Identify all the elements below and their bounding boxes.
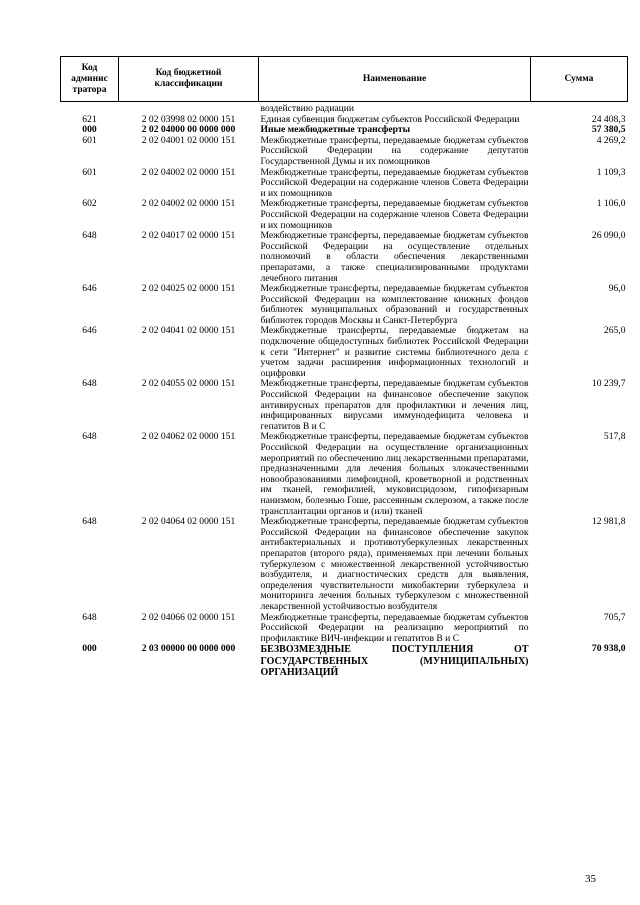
- row-budget-code: 2 02 04064 02 0000 151: [141, 516, 236, 528]
- table-row: [61, 432, 628, 517]
- row-sum: [531, 102, 628, 115]
- row-name: Межбюджетные трансферты, передаваемые бюджетам субъектов Российской Федерации на комплектование книжных фондов библиотек муниципальных образований и государственных библиотек городов Москвы и Санкт-Петербурга: [260, 283, 529, 326]
- row-budget-code: 2 02 04002 02 0000 151: [141, 198, 236, 210]
- row-admin-code: 646: [82, 325, 97, 337]
- row-name: Межбюджетные трансферты, передаваемые бюджетам субъектов Российской Федерации на реализацию мероприятий по профилактике ВИЧ-инфекции и гепатитов В и С: [260, 611, 529, 644]
- row-admin-code: 602: [82, 198, 97, 210]
- row-name: БЕЗВОЗМЕЗДНЫЕ ПОСТУПЛЕНИЯ ОТ ГОСУДАРСТВЕННЫХ (МУНИЦИПАЛЬНЫХ) ОРГАНИЗАЦИЙ: [260, 644, 529, 679]
- row-admin-code: 621: [82, 113, 97, 125]
- row-name: воздействию радиации: [260, 103, 355, 114]
- budget-table: [60, 56, 628, 679]
- table-row: [61, 102, 628, 115]
- row-sum: 12 981,8: [591, 516, 626, 528]
- row-sum: 4 269,2: [596, 134, 626, 146]
- row-sum: 96,0: [608, 283, 626, 295]
- table-row: [61, 136, 628, 168]
- row-admin-code: 000: [82, 124, 97, 136]
- row-budget-code: 2 02 03998 02 0000 151: [141, 113, 236, 125]
- document-page: [60, 56, 627, 679]
- row-admin-code: 601: [82, 134, 97, 146]
- row-admin-code: 648: [82, 378, 97, 390]
- row-sum: 57 380,5: [591, 124, 626, 136]
- header-budget-code: Код бюджетной классификации: [119, 57, 259, 102]
- table-row: [61, 613, 628, 645]
- row-budget-code: 2 02 04041 02 0000 151: [141, 325, 236, 337]
- row-budget-code: 2 02 04002 02 0000 151: [141, 166, 236, 178]
- row-name: Межбюджетные трансферты, передаваемые бюджетам субъектов Российской Федерации на осуществление отдельных полномочий в области обеспечения лекарственными препаратами, а также специализированными продуктами лечебного питания: [260, 230, 529, 284]
- table-row-group-total: [61, 644, 628, 679]
- row-name: Межбюджетные трансферты, передаваемые бюджетам субъектов Российской Федерации на содержание членов Совета Федерации и их помощников: [260, 166, 529, 199]
- row-sum: 1 106,0: [596, 198, 626, 210]
- row-budget-code: 2 02 04062 02 0000 151: [141, 431, 236, 443]
- row-admin-code: 601: [82, 166, 97, 178]
- row-name: Межбюджетные трансферты, передаваемые бюджетам на подключение общедоступных библиотек Российской Федерации к сети "Интернет" и развитие системы библиотечного дела с учетом задачи расширения информационных технологий и оцифровки: [260, 325, 529, 379]
- row-budget-code: [119, 102, 259, 115]
- row-admin-code: 648: [82, 431, 97, 443]
- row-sum: 705,7: [603, 611, 626, 623]
- row-sum: 517,8: [603, 431, 626, 443]
- row-name: Межбюджетные трансферты, передаваемые бюджетам субъектов Российской Федерации на финансовое обеспечение закупок антивирусных препаратов для профилактики и лечения лиц, инфицированных вирусами иммунодефицита человека и гепатитов В и С: [260, 378, 529, 432]
- row-admin-code: 648: [82, 516, 97, 528]
- row-budget-code: 2 03 00000 00 0000 000: [141, 643, 236, 655]
- row-name: Единая субвенция бюджетам субъектов Российской Федерации: [260, 113, 520, 125]
- row-admin-code: 648: [82, 611, 97, 623]
- table-header-row: [61, 57, 628, 102]
- page-number: 35: [585, 873, 596, 885]
- row-budget-code: 2 02 04000 00 0000 000: [141, 124, 236, 136]
- table-row: [61, 326, 628, 379]
- row-sum: 1 109,3: [596, 166, 626, 178]
- row-budget-code: 2 02 04017 02 0000 151: [141, 230, 236, 242]
- row-admin-code: 646: [82, 283, 97, 295]
- row-sum: 24 408,3: [591, 113, 626, 125]
- table-row: [61, 379, 628, 432]
- row-admin-code: [61, 102, 119, 115]
- row-name: Иные межбюджетные трансферты: [260, 124, 411, 136]
- row-admin-code: 000: [82, 643, 97, 655]
- row-budget-code: 2 02 04055 02 0000 151: [141, 378, 236, 390]
- row-sum: 26 090,0: [591, 230, 626, 242]
- row-name: Межбюджетные трансферты, передаваемые бюджетам субъектов Российской Федерации на финансовое обеспечение закупок антибактериальных и противотуберкулезных лекарственных препаратов (второго ряда), применяемых при лечении больных туберкулезом с множественной лекарственной устойчивостью возбудителя, и диагностических средств для выявления, определения чувствительности микобактерии туберкулеза и мониторинга лечения больных туберкулезом с множественной лекарственной устойчивостью возбудителя: [260, 516, 529, 612]
- row-name: Межбюджетные трансферты, передаваемые бюджетам субъектов Российской Федерации на содержание членов Совета Федерации и их помощников: [260, 198, 529, 231]
- table-row: [61, 168, 628, 200]
- row-sum: 10 239,7: [591, 378, 626, 390]
- row-budget-code: 2 02 04001 02 0000 151: [141, 134, 236, 146]
- row-sum: 265,0: [603, 325, 626, 337]
- table-row: [61, 231, 628, 284]
- header-sum: Сумма: [531, 57, 628, 102]
- header-name: Наименование: [259, 57, 531, 102]
- row-admin-code: 648: [82, 230, 97, 242]
- table-row: [61, 517, 628, 612]
- table-row: [61, 199, 628, 231]
- row-budget-code: 2 02 04025 02 0000 151: [141, 283, 236, 295]
- row-name: Межбюджетные трансферты, передаваемые бюджетам субъектов Российской Федерации на осуществление организационных мероприятий по обеспечению лиц лекарственными препаратами, предназначенными для лечения больных злокачественными новообразованиями лимфоидной, кроветворной и родственных им тканей, гемофилией, муковисцидозом, гипофизарным нанизмом, болезнью Гоше, рассеянным склерозом, а также после трансплантации органов и (или) тканей: [260, 431, 529, 517]
- row-sum: 70 938,0: [591, 643, 626, 655]
- table-row: [61, 284, 628, 326]
- row-name: Межбюджетные трансферты, передаваемые бюджетам субъектов Российской Федерации на содержание депутатов Государственной Думы и их помощников: [260, 134, 529, 167]
- header-admin-code: Код админис тратора: [61, 57, 119, 102]
- row-budget-code: 2 02 04066 02 0000 151: [141, 611, 236, 623]
